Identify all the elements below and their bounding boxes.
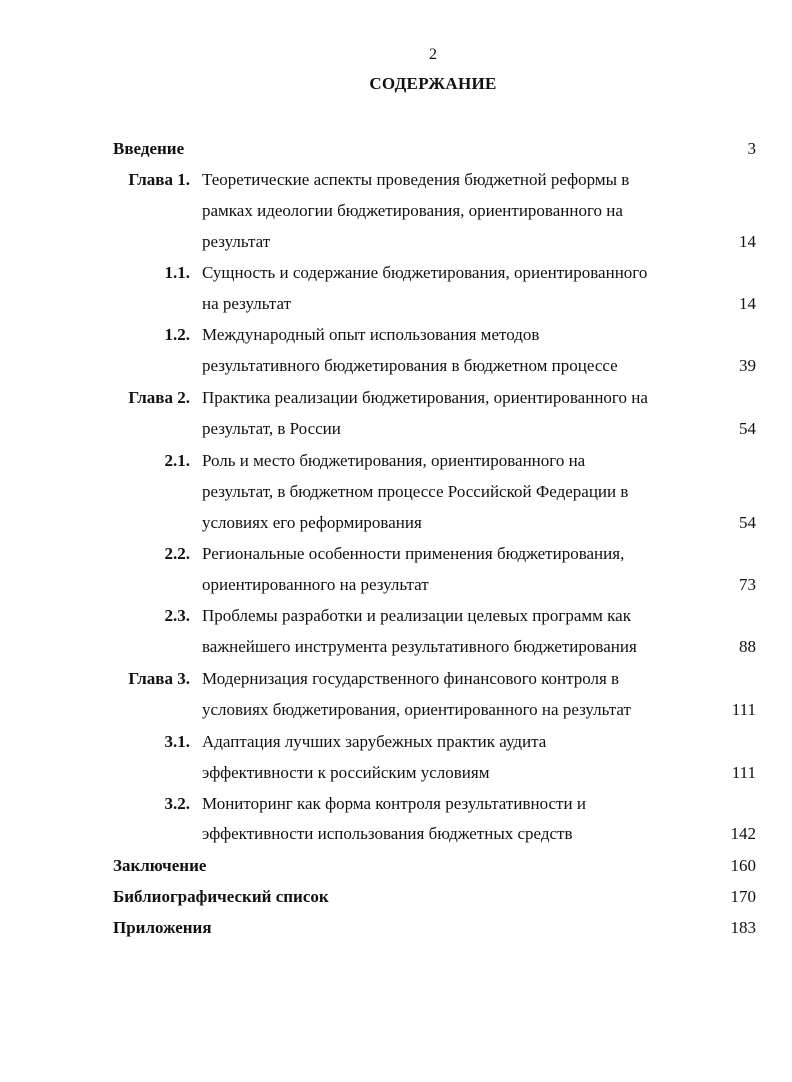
toc-section-2-1-text-line: Роль и место бюджетирования, ориентированного на xyxy=(202,451,586,470)
toc-section-3-1-label: 3.1. xyxy=(164,732,190,751)
toc-section-1-1-text-line: на результат xyxy=(202,294,292,313)
toc-section-1-1-page: 14 xyxy=(739,294,756,313)
toc-chapter-3-text-line: условиях бюджетирования, ориентированного на результат xyxy=(202,700,631,719)
toc-section-2-3-text-line: важнейшего инструмента результативного бюджетирования xyxy=(202,637,637,656)
toc-section-1-2-page: 39 xyxy=(739,356,756,375)
toc-section-2-2-page: 73 xyxy=(739,575,756,594)
toc-chapter-2-page: 54 xyxy=(739,419,756,438)
toc-section-2-3-label: 2.3. xyxy=(164,606,190,625)
toc-section-1-2-text-line: Международный опыт использования методов xyxy=(202,325,540,344)
toc-section-2-2-label: 2.2. xyxy=(164,544,190,563)
toc-section-2-3-text-line: Проблемы разработки и реализации целевых программ как xyxy=(202,606,631,625)
toc-section-3-1-text-line: эффективности к российским условиям xyxy=(202,763,490,782)
toc-chapter-3-label: Глава 3. xyxy=(128,669,190,688)
toc-section-2-3-page: 88 xyxy=(739,637,756,656)
toc-section-2-2-text-line: ориентированного на результат xyxy=(202,575,429,594)
toc-bibliography-page: 170 xyxy=(730,887,756,906)
toc-chapter-2-label: Глава 2. xyxy=(128,388,190,407)
toc-conclusion-label: Заключение xyxy=(113,856,207,875)
toc-chapter-2-text-line: Практика реализации бюджетирования, ориентированного на xyxy=(202,388,648,407)
toc-section-2-2-text-line: Региональные особенности применения бюджетирования, xyxy=(202,544,625,563)
toc-chapter-3-page: 111 xyxy=(731,700,756,719)
toc-chapter-1-text-line: Теоретические аспекты проведения бюджетной реформы в xyxy=(202,170,630,189)
toc-chapter-1-text-line: рамках идеологии бюджетирования, ориентированного на xyxy=(202,201,623,220)
toc-section-3-2-text-line: Мониторинг как форма контроля результативности и xyxy=(202,794,586,813)
toc-chapter-1-text-line: результат xyxy=(202,232,271,251)
toc-appendices-label: Приложения xyxy=(113,918,212,937)
toc-chapter-2-text-line: результат, в России xyxy=(202,419,341,438)
toc-section-1-2-text-line: результативного бюджетирования в бюджетном процессе xyxy=(202,356,618,375)
toc-section-3-1-page: 111 xyxy=(731,763,756,782)
toc-chapter-3-text-line: Модернизация государственного финансового контроля в xyxy=(202,669,620,688)
toc-chapter-1-label: Глава 1. xyxy=(128,170,190,189)
toc-intro-label: Введение xyxy=(113,139,185,158)
toc-appendices-page: 183 xyxy=(730,918,756,937)
toc-section-3-1-text-line: Адаптация лучших зарубежных практик аудита xyxy=(202,732,547,751)
toc-section-3-2-label: 3.2. xyxy=(164,794,190,813)
page-title: СОДЕРЖАНИЕ xyxy=(369,74,497,93)
toc-bibliography-label: Библиографический список xyxy=(113,887,329,906)
toc-section-1-1-label: 1.1. xyxy=(164,263,190,282)
toc-chapter-1-page: 14 xyxy=(739,232,756,251)
toc-section-2-1-text-line: условиях его реформирования xyxy=(202,513,422,532)
toc-section-1-1-text-line: Сущность и содержание бюджетирования, ориентированного xyxy=(202,263,648,282)
toc-section-2-1-page: 54 xyxy=(739,513,756,532)
toc-section-2-1-text-line: результат, в бюджетном процессе Российской Федерации в xyxy=(202,482,629,501)
toc-section-1-2-label: 1.2. xyxy=(164,325,190,344)
page-number: 2 xyxy=(429,46,437,63)
toc-section-3-2-page: 142 xyxy=(730,824,756,843)
toc-conclusion-page: 160 xyxy=(730,856,756,875)
toc-section-3-2-text-line: эффективности использования бюджетных средств xyxy=(202,824,573,843)
toc-intro-page: 3 xyxy=(747,139,756,158)
toc-section-2-1-label: 2.1. xyxy=(164,451,190,470)
